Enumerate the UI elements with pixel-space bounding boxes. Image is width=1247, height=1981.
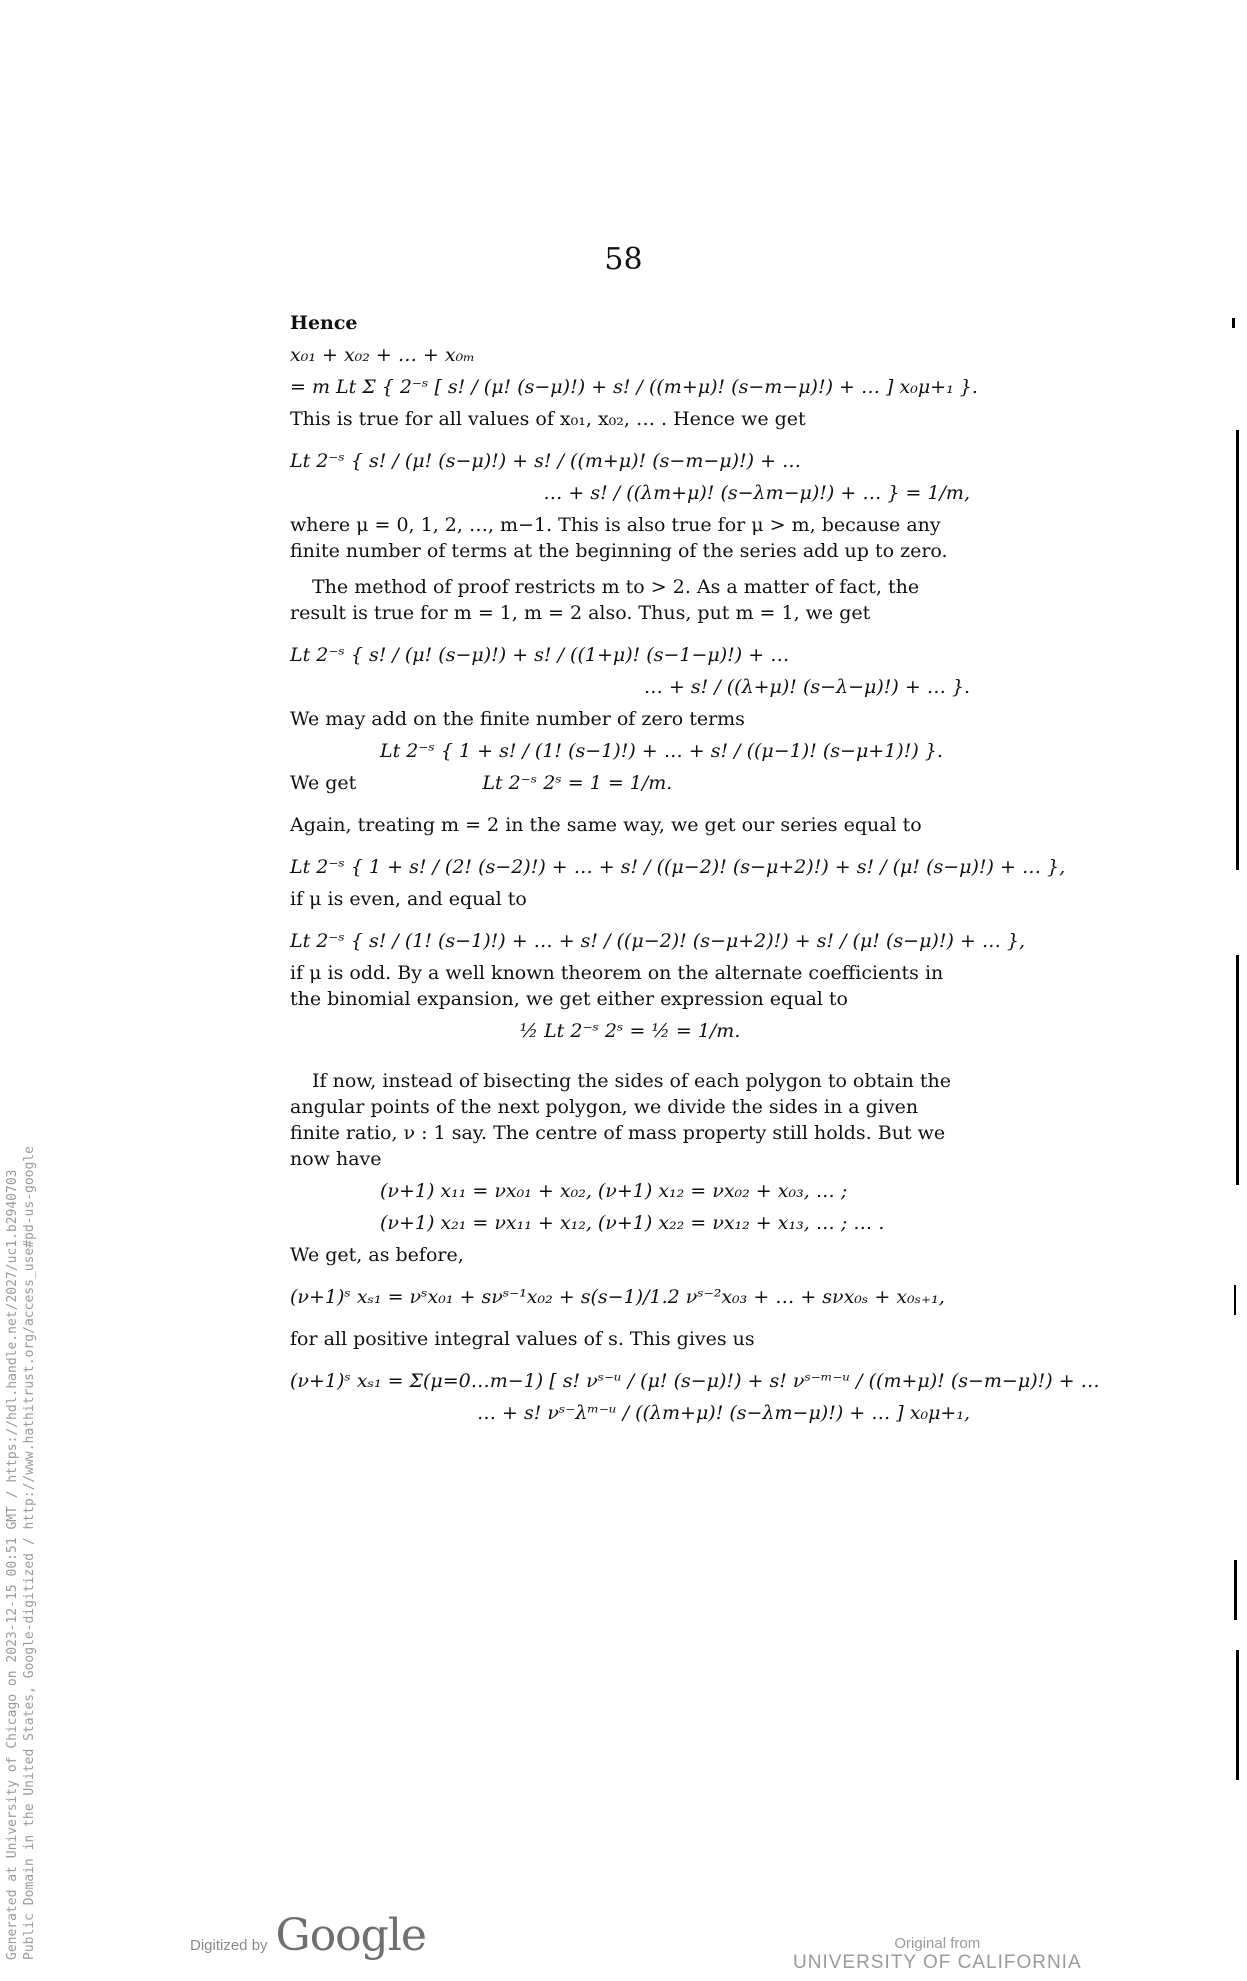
equation-11a: (ν+1)ˢ xₛ₁ = Σ(μ=0…m−1) [ s! νˢ⁻ᵘ / (μ! (s−μ)!) + s! νˢ⁻ᵐ⁻ᵘ / ((m+μ)! (s−m−μ)!) + …: [290, 1370, 1100, 1392]
paragraph-9: We get, as before,: [290, 1244, 464, 1266]
equation-10: (ν+1)ˢ xₛ₁ = νˢx₀₁ + sνˢ⁻¹x₀₂ + s(s−1)/1.2 νˢ⁻²x₀₃ + … + sνx₀ₛ + x₀ₛ₊₁,: [290, 1286, 945, 1308]
paragraph-3: The method of proof restricts m to > 2. As a matter of fact, the result is true for m = 1, m = 2 also. Thus, put m = 1, we get: [290, 576, 920, 624]
digitized-by-google: [190, 1910, 426, 1961]
equation-9b: (ν+1) x₂₁ = νx₁₁ + x₁₂, (ν+1) x₂₂ = νx₁₂ + x₁₃, … ; … .: [380, 1212, 885, 1234]
original-from-label: Original from: [894, 1935, 981, 1952]
university-label: UNIVERSITY OF CALIFORNIA: [793, 1952, 1082, 1973]
paragraph-2: where μ = 0, 1, 2, …, m−1. This is also true for μ > m, because any finite number of terms at the beginning of the series add up to zero.: [290, 514, 948, 562]
page-number: 58: [604, 242, 643, 277]
equation-2a: Lt 2⁻ˢ { s! / (μ! (s−μ)!) + s! / ((m+μ)! (s−m−μ)!) + …: [290, 450, 802, 472]
paragraph-7: if μ is odd. By a well known theorem on the alternate coefficients in the binomial expansion, we get either expression equal to: [290, 962, 944, 1010]
page-body: [290, 310, 1100, 1432]
paragraph-6: if μ is even, and equal to: [290, 888, 527, 910]
access-watermark: [4, 1146, 38, 1960]
equation-11b: … + s! νˢ⁻λᵐ⁻ᵘ / ((λm+μ)! (s−λm−μ)!) + … ] x₀μ+₁,: [476, 1402, 970, 1424]
equation-4: Lt 2⁻ˢ { 1 + s! / (1! (s−1)!) + … + s! / ((μ−1)! (s−μ+1)!) }.: [380, 740, 943, 762]
equation-7: Lt 2⁻ˢ { s! / (1! (s−1)!) + … + s! / ((μ−2)! (s−μ+2)!) + s! / (μ! (s−μ)!) + … },: [290, 930, 1026, 952]
heading-hence: Hence: [290, 312, 358, 334]
paragraph-5: Again, treating m = 2 in the same way, we get our series equal to: [290, 814, 922, 836]
paragraph-4: We may add on the finite number of zero terms: [290, 708, 745, 730]
equation-sum-line: x₀₁ + x₀₂ + … + x₀ₘ: [290, 344, 475, 366]
scan-edge-line: [1236, 430, 1239, 870]
paragraph-10: for all positive integral values of s. This gives us: [290, 1328, 755, 1350]
paragraph-1: This is true for all values of x₀₁, x₀₂, … . Hence we get: [290, 408, 806, 430]
scan-edge-line: [1236, 1650, 1239, 1780]
equation-8: ½ Lt 2⁻ˢ 2ˢ = ½ = 1/m.: [519, 1020, 741, 1042]
scan-mark: [1232, 318, 1235, 328]
equation-1: = m Lt Σ { 2⁻ˢ [ s! / (μ! (s−μ)!) + s! / ((m+μ)! (s−m−μ)!) + … ] x₀μ+₁ }.: [290, 376, 978, 398]
watermark-line-1: Generated at University of Chicago on 2023-12-15 00:51 GMT / https://hdl.handle.net/2027/uc1.b2940703: [5, 1169, 20, 1960]
watermark-line-2: Public Domain in the United States, Google-digitized / http://www.hathitrust.org/access_use#pd-us-google: [22, 1146, 37, 1960]
scan-edge-line: [1234, 1285, 1236, 1315]
equation-6: Lt 2⁻ˢ { 1 + s! / (2! (s−2)!) + … + s! / ((μ−2)! (s−μ+2)!) + s! / (μ! (s−μ)!) + … },: [290, 856, 1066, 878]
equation-9a: (ν+1) x₁₁ = νx₀₁ + x₀₂, (ν+1) x₁₂ = νx₀₂ + x₀₃, … ;: [380, 1180, 848, 1202]
digitized-by-label: Digitized by: [190, 1937, 268, 1954]
scan-edge-line: [1236, 955, 1239, 1185]
equation-5: Lt 2⁻ˢ 2ˢ = 1 = 1/m.: [482, 772, 673, 794]
scan-edge-line: [1234, 1560, 1237, 1620]
google-logo: Google: [275, 1910, 426, 1961]
label-we-get: We get: [290, 772, 357, 794]
paragraph-8: If now, instead of bisecting the sides of each polygon to obtain the angular points of the next polygon, we divide the sides in a given finite ratio, ν : 1 say. The centre of mass property still holds. But we now have: [290, 1070, 951, 1170]
equation-3a: Lt 2⁻ˢ { s! / (μ! (s−μ)!) + s! / ((1+μ)! (s−1−μ)!) + …: [290, 644, 790, 666]
original-from-block: [793, 1935, 1082, 1974]
equation-2b: … + s! / ((λm+μ)! (s−λm−μ)!) + … } = 1/m,: [543, 482, 970, 504]
equation-3b: … + s! / ((λ+μ)! (s−λ−μ)!) + … }.: [643, 676, 970, 698]
